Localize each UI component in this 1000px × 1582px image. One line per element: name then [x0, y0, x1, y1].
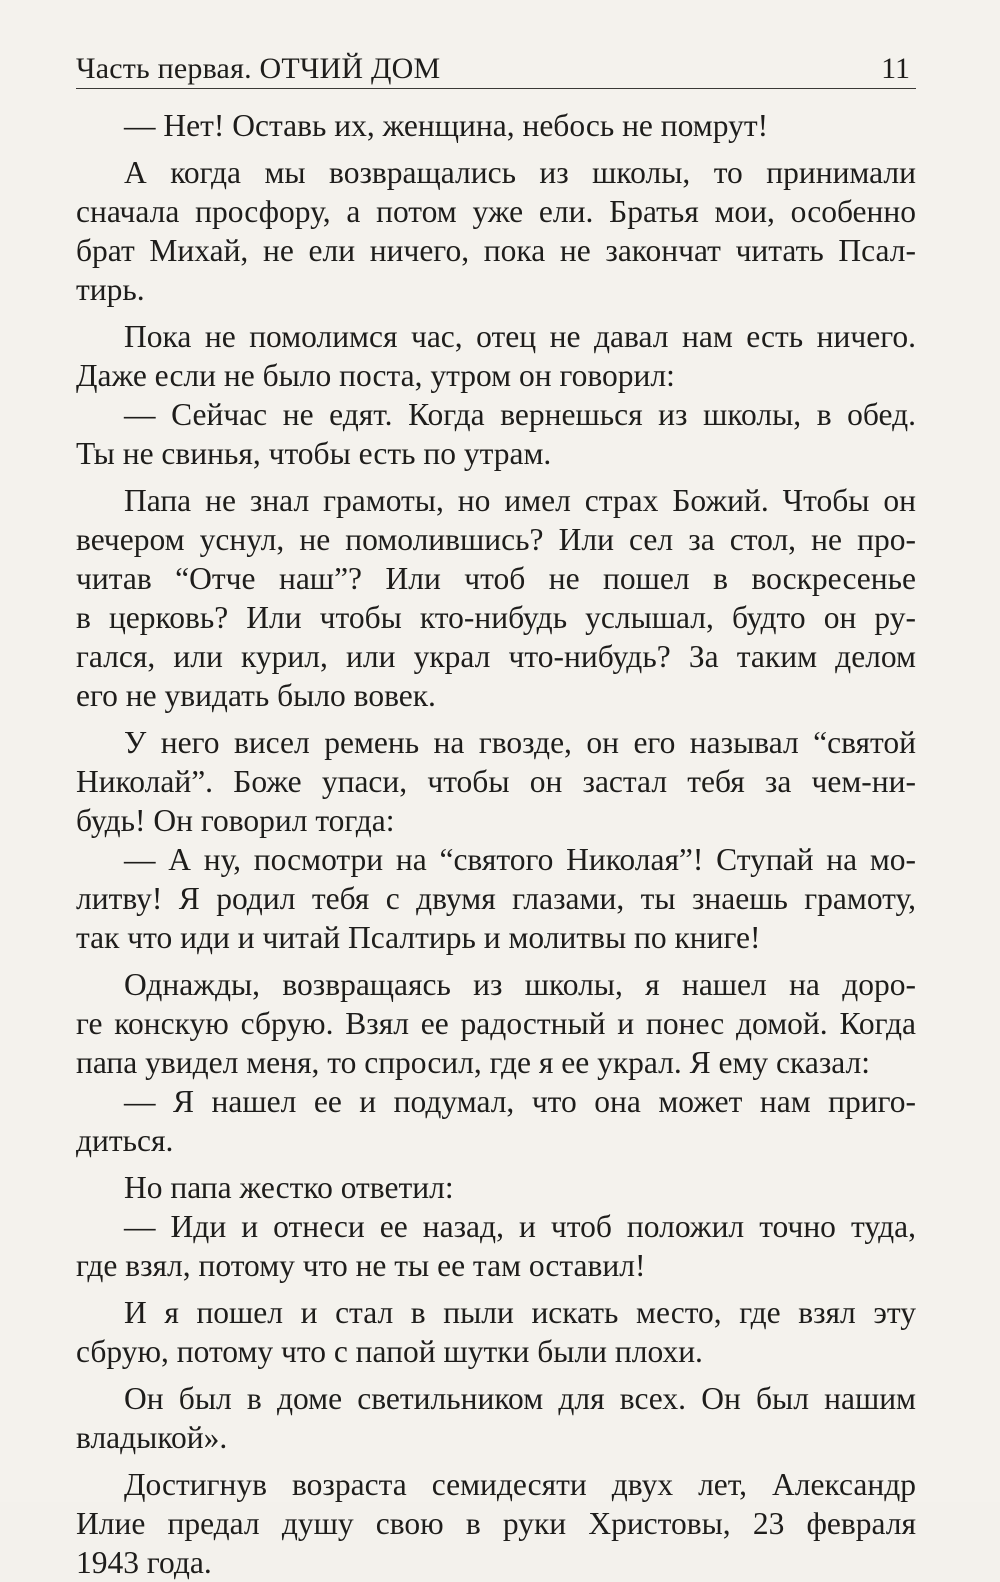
text-line: Достигнув возраста семидесяти двух лет, Александр [124, 1467, 916, 1502]
text-line: будь! Он говорил тогда: [76, 803, 395, 838]
text-line: Но папа жестко ответил: [124, 1170, 454, 1205]
text-line: Ты не свинья, чтобы есть по утрам. [76, 436, 552, 471]
text-line: литву! Я родил тебя с двумя глазами, ты знаешь грамоту, [76, 881, 916, 916]
text-line: Даже если не было поста, утром он говорил: [76, 358, 675, 393]
text-line: Он был в доме светильником для всех. Он был нашим [124, 1381, 916, 1416]
text-line: диться. [76, 1123, 174, 1158]
text-line: вечером уснул, не помолившись? Или сел за стол, не про- [76, 522, 916, 557]
text-line: — Нет! Оставь их, женщина, небось не помрут! [124, 108, 769, 143]
text-line: А когда мы возвращались из школы, то принимали [124, 155, 916, 190]
text-line: Пока не помолимся час, отец не давал нам есть ничего. [124, 319, 916, 354]
text-line: владыкой». [76, 1420, 228, 1455]
text-line: папа увидел меня, то спросил, где я ее украл. Я ему сказал: [76, 1045, 870, 1080]
text-line: где взял, потому что не ты ее там оставил! [76, 1248, 646, 1283]
text-line: читав “Отче наш”? Или чтоб не пошел в воскресенье [76, 561, 916, 596]
text-line: брат Михай, не ели ничего, пока не закончат читать Псал- [76, 233, 916, 268]
text-line: Николай”. Боже упаси, чтобы он застал тебя за чем-ни- [76, 764, 916, 799]
text-line: 1943 года. [76, 1545, 212, 1580]
text-line: — Я нашел ее и подумал, что она может нам приго- [124, 1084, 916, 1119]
text-line: ге конскую сбрую. Взял ее радостный и понес домой. Когда [76, 1006, 916, 1041]
text-line: — А ну, посмотри на “святого Николая”! Ступай на мо- [124, 842, 916, 877]
text-line: в церковь? Или чтобы кто-нибудь услышал, будто он ру- [76, 600, 916, 635]
text-line: сначала просфору, а потом уже ели. Братья мои, особенно [76, 194, 916, 229]
text-line: — Иди и отнеси ее назад, и чтоб положил точно туда, [124, 1209, 916, 1244]
text-line: гался, или курил, или украл что-нибудь? За таким делом [76, 639, 916, 674]
text-line: И я пошел и стал в пыли искать место, где взял эту [124, 1295, 916, 1330]
running-header [76, 50, 916, 89]
text-line: Илие предал душу свою в руки Христовы, 23 февраля [76, 1506, 916, 1541]
text-line: Папа не знал грамоты, но имел страх Божий. Чтобы он [124, 483, 916, 518]
text-line: У него висел ремень на гвозде, он его называл “святой [124, 725, 916, 760]
body-text [76, 106, 916, 1582]
page-number: 11 [881, 52, 910, 85]
text-line: Однажды, возвращаясь из школы, я нашел на доро- [124, 967, 916, 1002]
text-line: тирь. [76, 272, 145, 307]
text-line: его не увидать было вовек. [76, 678, 436, 713]
text-line: сбрую, потому что с папой шутки были плохи. [76, 1334, 703, 1369]
text-line: так что иди и читай Псалтирь и молитвы по книге! [76, 920, 761, 955]
running-title: Часть первая. ОТЧИЙ ДОМ [76, 52, 441, 85]
text-line: — Сейчас не едят. Когда вернешься из школы, в обед. [124, 397, 916, 432]
